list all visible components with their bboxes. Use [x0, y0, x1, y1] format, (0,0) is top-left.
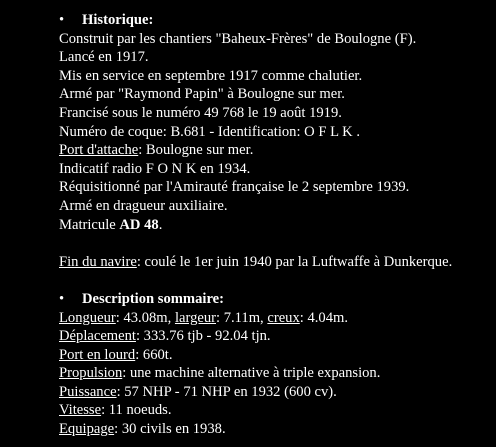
equipage-value: : 30 civils en 1938. — [114, 421, 226, 438]
port-attache-value: : Boulogne sur mer. — [138, 142, 254, 159]
equipage-label: Equipage — [59, 421, 115, 438]
history-line-francise: Francisé sous le numéro 49 768 le 19 août 1919. — [59, 104, 342, 121]
historique-heading-text: Historique: — [82, 12, 154, 28]
history-line-launched: Lancé en 1917. — [59, 49, 149, 66]
fin-du-navire-label: Fin du navire — [59, 253, 137, 270]
history-line-dragueur: Armé en dragueur auxiliaire. — [59, 197, 228, 214]
deplacement-value: : 333.76 tjb - 92.04 tjn. — [135, 328, 271, 345]
creux-label: creux — [267, 309, 300, 326]
matricule-value: AD 48 — [119, 216, 159, 233]
propulsion-line — [59, 364, 496, 383]
history-line-matricule — [59, 216, 496, 235]
deplacement-line — [59, 327, 496, 346]
vitesse-value: : 11 noeuds. — [101, 402, 172, 419]
history-line-service: Mis en service en septembre 1917 comme chalutier. — [59, 67, 363, 84]
longueur-value: : 43.08m, — [115, 309, 175, 326]
puissance-value: : 57 NHP - 71 NHP en 1932 (600 cv). — [116, 383, 337, 400]
history-line-built: Construit par les chantiers "Baheux-Frères" de Boulogne (F). — [59, 30, 417, 47]
propulsion-value: : une machine alternative à triple expansion. — [122, 365, 381, 382]
history-line-requisition: Réquisitionné par l'Amirauté française le 2 septembre 1939. — [59, 179, 410, 196]
creux-value: : 4.04m. — [299, 309, 349, 326]
dimensions-line — [59, 309, 496, 328]
port-en-lourd-label: Port en lourd — [59, 346, 136, 363]
description-heading — [59, 290, 496, 309]
port-attache-label: Port d'attache — [59, 142, 139, 159]
equipage-line — [59, 420, 496, 439]
bullet-icon: • — [59, 12, 65, 28]
history-line-radio: Indicatif radio F O N K en 1934. — [59, 160, 251, 177]
fin-du-navire-value: : coulé le 1er juin 1940 par la Luftwaffe à Dunkerque. — [136, 253, 453, 270]
port-en-lourd-value: : 660t. — [135, 346, 173, 363]
historique-heading — [59, 11, 496, 30]
history-line-hull-number: Numéro de coque: B.681 - Identification: O F L K . — [59, 123, 360, 140]
matricule-label: Matricule — [59, 216, 120, 233]
description-heading-text: Description sommaire: — [82, 290, 224, 307]
matricule-end: . — [158, 216, 163, 233]
puissance-label: Puissance — [59, 383, 117, 400]
largeur-value: : 7.11m, — [216, 309, 268, 326]
spacer — [59, 271, 496, 290]
longueur-label: Longueur — [59, 309, 116, 326]
bullet-icon: • — [59, 290, 65, 307]
port-en-lourd-line — [59, 346, 496, 365]
propulsion-label: Propulsion — [59, 365, 123, 382]
deplacement-label: Déplacement — [59, 328, 136, 345]
spacer — [59, 234, 496, 253]
vitesse-label: Vitesse — [59, 402, 102, 419]
history-line-port — [59, 141, 496, 160]
fin-du-navire-line — [59, 253, 496, 272]
vitesse-line — [59, 401, 496, 420]
largeur-label: largeur — [174, 309, 216, 326]
history-line-armed: Armé par "Raymond Papin" à Boulogne sur mer. — [59, 86, 345, 103]
puissance-line — [59, 383, 496, 402]
